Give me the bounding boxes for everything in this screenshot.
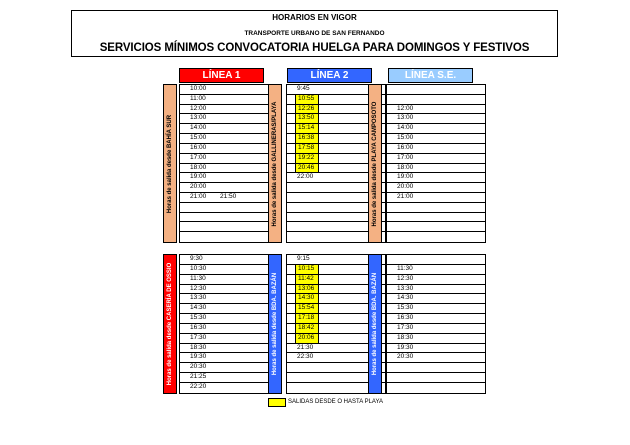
time-cell: 22:20 — [190, 382, 207, 390]
table-row — [387, 255, 485, 265]
side-label-text: Horas de salida desde BDA. BAZÁN — [272, 272, 278, 376]
table-row — [387, 85, 485, 95]
time-cell: 19:30 — [397, 343, 414, 351]
panel-5-table — [386, 254, 486, 394]
panel-5-side-label — [368, 254, 382, 394]
table-row — [180, 193, 278, 203]
table-row — [387, 314, 485, 324]
panel-3-side-label — [163, 254, 177, 394]
time-cell-highlighted: 18:42 — [295, 324, 319, 333]
time-cell — [295, 183, 319, 192]
table-row — [180, 275, 278, 285]
time-cell-highlighted: 17:18 — [295, 314, 319, 323]
panel-2-side-label — [368, 84, 382, 243]
table-row — [180, 124, 278, 134]
table-row — [387, 193, 485, 203]
table-row — [387, 183, 485, 193]
side-label-text: Horas de salida desde CASERÍA DE OSSIO — [167, 262, 173, 386]
time-cell-highlighted: 12:26 — [295, 105, 319, 114]
time-cell — [395, 363, 419, 372]
table-row — [180, 294, 278, 304]
time-cell — [295, 383, 319, 393]
table-row — [387, 285, 485, 295]
header-heading: SERVICIOS MÍNIMOS CONVOCATORIA HUELGA PARA DOMINGOS Y FESTIVOS — [99, 42, 530, 54]
time-cell: 9:15 — [297, 255, 310, 262]
table-row — [180, 134, 278, 144]
table-row — [387, 232, 485, 242]
time-cell: 16:30 — [397, 314, 414, 322]
table-row — [180, 265, 278, 275]
time-cell: 20:00 — [397, 183, 414, 191]
table-row — [180, 154, 278, 164]
time-cell — [295, 222, 319, 231]
table-row — [180, 203, 278, 213]
line-1-header: LÍNEA 1 — [179, 68, 264, 83]
time-cell: 12:00 — [190, 104, 207, 112]
table-row — [180, 232, 278, 242]
table-row — [180, 304, 278, 314]
time-cell-highlighted: 16:38 — [295, 134, 319, 143]
time-cell: 21:30 — [297, 343, 314, 351]
time-cell: 14:30 — [190, 304, 207, 312]
table-row — [387, 114, 485, 124]
panel-4-side-label — [268, 254, 282, 394]
panel-0-side-label — [163, 84, 177, 243]
time-cell — [395, 255, 419, 264]
table-row — [180, 383, 278, 393]
time-cell — [295, 363, 319, 372]
table-row — [387, 363, 485, 373]
time-cell-highlighted: 15:54 — [295, 304, 319, 313]
time-cell: 11:00 — [190, 94, 206, 102]
time-cell — [395, 213, 419, 222]
time-cell-highlighted: 19:22 — [295, 154, 319, 163]
line-playa-header: LÍNEA S.E. PLAYA — [388, 68, 473, 83]
table-row — [180, 173, 278, 183]
time-cell-highlighted: 13:50 — [295, 114, 319, 123]
legend-swatch — [268, 398, 286, 407]
time-cell: 15:00 — [397, 134, 414, 142]
table-row — [387, 265, 485, 275]
time-cell: 16:00 — [397, 143, 414, 151]
table-row — [180, 114, 278, 124]
time-cell: 9:30 — [190, 255, 203, 262]
table-row — [387, 334, 485, 344]
time-cell: 12:30 — [190, 284, 207, 292]
time-cell: 13:30 — [190, 294, 207, 302]
time-cell — [395, 232, 419, 242]
time-cell: 22:00 — [297, 173, 314, 181]
time-cell: 11:30 — [397, 264, 413, 272]
table-row — [387, 95, 485, 105]
time-cell — [395, 85, 419, 94]
legend-label: SALIDAS DESDE O HASTA PLAYA — [288, 399, 384, 405]
table-row — [180, 95, 278, 105]
side-label-text: Horas de salida desde GALLINERAS/PLAYA — [272, 101, 278, 226]
table-row — [387, 173, 485, 183]
time-cell: 20:30 — [190, 363, 207, 371]
table-row — [387, 344, 485, 354]
table-row — [180, 373, 278, 383]
time-cell: 11:30 — [190, 274, 206, 282]
table-row — [180, 314, 278, 324]
time-cell: 18:30 — [190, 343, 207, 351]
header-title: HORARIOS EN VIGOR — [272, 13, 357, 22]
time-cell: 21:25 — [190, 373, 207, 381]
header-subtitle: TRANSPORTE URBANO DE SAN FERNANDO — [244, 30, 385, 37]
table-row — [180, 183, 278, 193]
time-cell: 18:00 — [190, 163, 207, 171]
time-cell — [395, 373, 419, 382]
line-2-header: LÍNEA 2 — [287, 68, 372, 83]
table-row — [180, 213, 278, 223]
time-cell: 19:30 — [190, 353, 207, 361]
table-row — [180, 85, 278, 95]
table-row — [180, 334, 278, 344]
table-row — [387, 105, 485, 115]
table-row — [387, 213, 485, 223]
time-cell: 17:30 — [397, 323, 414, 331]
table-row — [180, 105, 278, 115]
time-cell: 19:00 — [190, 173, 207, 181]
time-cell: 20:00 — [190, 183, 207, 191]
time-cell: 9:45 — [297, 85, 310, 92]
table-row — [387, 294, 485, 304]
time-cell — [295, 373, 319, 382]
time-cell — [188, 222, 212, 231]
time-cell — [395, 95, 419, 104]
time-cell: 21:00 — [397, 192, 414, 200]
time-cell-highlighted: 15:14 — [295, 124, 319, 133]
time-cell: 18:00 — [397, 163, 414, 171]
table-row — [387, 144, 485, 154]
side-label-text: Horas de salida desde PLAYA CAMPOSOTO — [372, 101, 378, 226]
time-cell: 21:00 — [190, 192, 207, 200]
table-row — [387, 124, 485, 134]
panel-0-table — [179, 84, 279, 243]
time-cell-highlighted: 11:42 — [295, 275, 319, 284]
side-label-text: Horas de salida desde BDA. BAZÁN — [372, 272, 378, 376]
time-cell — [295, 232, 319, 242]
panel-1-side-label — [268, 84, 282, 243]
time-cell — [395, 383, 419, 393]
time-cell-highlighted: 20:46 — [295, 164, 319, 173]
time-cell: 16:30 — [190, 323, 207, 331]
time-cell: 10:00 — [190, 85, 207, 92]
table-row — [387, 275, 485, 285]
table-row — [387, 353, 485, 363]
time-cell-highlighted: 10:55 — [295, 95, 319, 104]
table-row — [387, 383, 485, 393]
time-cell: 15:00 — [190, 134, 207, 142]
table-row — [180, 285, 278, 295]
time-cell: 13:00 — [190, 114, 207, 122]
time-cell: 17:00 — [397, 153, 414, 161]
time-cell — [395, 203, 419, 212]
table-row — [180, 324, 278, 334]
table-row — [180, 144, 278, 154]
time-cell: 12:30 — [397, 274, 414, 282]
time-cell — [188, 203, 212, 212]
time-cell: 18:30 — [397, 333, 414, 341]
time-cell: 19:00 — [397, 173, 414, 181]
table-row — [387, 203, 485, 213]
time-cell: 13:30 — [397, 284, 414, 292]
header-box — [71, 10, 558, 57]
table-row — [180, 164, 278, 174]
table-row — [180, 222, 278, 232]
time-cell: 12:00 — [397, 104, 414, 112]
table-row — [180, 353, 278, 363]
time-cell — [295, 203, 319, 212]
table-row — [180, 255, 278, 265]
side-label-text: Horas de salida desde BAHÍA SUR — [167, 114, 173, 213]
table-row — [387, 324, 485, 334]
time-cell: 17:00 — [190, 153, 207, 161]
time-cell: 14:30 — [397, 294, 414, 302]
table-row — [387, 304, 485, 314]
time-cell — [295, 213, 319, 222]
time-cell: 16:00 — [190, 143, 207, 151]
panel-3-table — [179, 254, 279, 394]
table-row — [180, 344, 278, 354]
time-cell-highlighted: 20:06 — [295, 334, 319, 343]
time-cell-extra: 21:50 — [220, 192, 237, 200]
table-row — [387, 373, 485, 383]
time-cell — [188, 213, 212, 222]
time-cell: 14:00 — [190, 124, 207, 132]
table-row — [387, 164, 485, 174]
time-cell: 17:30 — [190, 333, 207, 341]
time-cell: 13:00 — [397, 114, 414, 122]
time-cell: 10:30 — [190, 264, 207, 272]
table-row — [180, 363, 278, 373]
time-cell: 20:30 — [397, 353, 414, 361]
time-cell: 14:00 — [397, 124, 414, 132]
table-row — [387, 154, 485, 164]
panel-2-table — [386, 84, 486, 243]
time-cell — [395, 222, 419, 231]
table-row — [387, 222, 485, 232]
time-cell: 15:30 — [190, 314, 207, 322]
time-cell: 15:30 — [397, 304, 414, 312]
time-cell-highlighted: 17:58 — [295, 144, 319, 153]
table-row — [387, 134, 485, 144]
time-cell-highlighted: 14:30 — [295, 294, 319, 303]
time-cell: 22:30 — [297, 353, 314, 361]
time-cell-highlighted: 10:15 — [295, 265, 319, 274]
time-cell-highlighted: 13:06 — [295, 285, 319, 294]
time-cell — [188, 232, 212, 242]
time-cell — [295, 193, 319, 202]
